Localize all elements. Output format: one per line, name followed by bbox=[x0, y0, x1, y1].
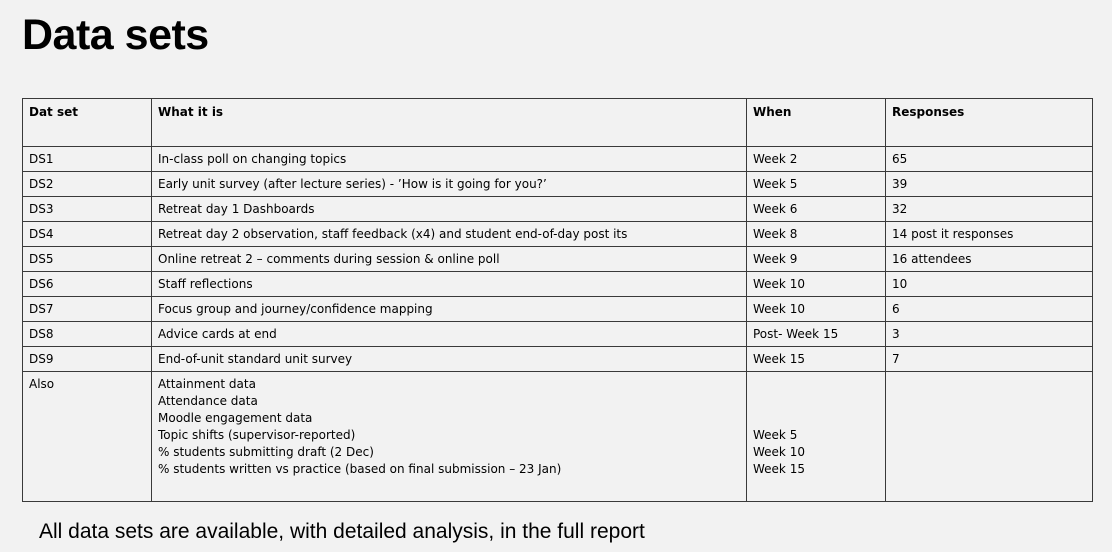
cell-responses bbox=[886, 372, 1093, 502]
cell-when: Week 9 bbox=[747, 247, 886, 272]
cell-what: Advice cards at end bbox=[152, 322, 747, 347]
cell-responses: 16 attendees bbox=[886, 247, 1093, 272]
list-item: % students submitting draft (2 Dec) bbox=[158, 445, 374, 459]
cell-dataset: DS7 bbox=[23, 297, 152, 322]
list-item: Attendance data bbox=[158, 394, 258, 408]
cell-dataset: DS2 bbox=[23, 172, 152, 197]
table-row bbox=[23, 197, 1093, 222]
table-header-row bbox=[23, 99, 1093, 147]
cell-what: Focus group and journey/confidence mapping bbox=[152, 297, 747, 322]
cell-dataset: DS9 bbox=[23, 347, 152, 372]
cell-when-list bbox=[747, 372, 886, 502]
cell-what: Early unit survey (after lecture series) - ’How is it going for you?’ bbox=[152, 172, 747, 197]
cell-when: Week 8 bbox=[747, 222, 886, 247]
page-title: Data sets bbox=[22, 11, 209, 59]
cell-when: Week 10 bbox=[747, 297, 886, 322]
cell-when: Week 6 bbox=[747, 197, 886, 222]
cell-when: Week 5 bbox=[747, 172, 886, 197]
column-header-what: What it is bbox=[152, 99, 747, 147]
cell-responses: 39 bbox=[886, 172, 1093, 197]
spacer bbox=[753, 376, 879, 427]
list-item: % students written vs practice (based on final submission – 23 Jan) bbox=[158, 462, 562, 476]
cell-when: Post- Week 15 bbox=[747, 322, 886, 347]
list-item: Week 5 bbox=[753, 428, 798, 442]
cell-responses: 10 bbox=[886, 272, 1093, 297]
cell-dataset: DS6 bbox=[23, 272, 152, 297]
list-item: Topic shifts (supervisor-reported) bbox=[158, 428, 356, 442]
cell-dataset: DS8 bbox=[23, 322, 152, 347]
cell-when: Week 10 bbox=[747, 272, 886, 297]
cell-dataset: DS5 bbox=[23, 247, 152, 272]
table-row bbox=[23, 147, 1093, 172]
cell-what: Staff reflections bbox=[152, 272, 747, 297]
cell-responses: 6 bbox=[886, 297, 1093, 322]
list-item: Week 10 bbox=[753, 445, 805, 459]
table-row bbox=[23, 247, 1093, 272]
cell-what-list bbox=[152, 372, 747, 502]
list-item: Attainment data bbox=[158, 377, 256, 391]
table-row bbox=[23, 222, 1093, 247]
list-item: Moodle engagement data bbox=[158, 411, 313, 425]
cell-what: Retreat day 2 observation, staff feedback (x4) and student end-of-day post its bbox=[152, 222, 747, 247]
cell-when: Week 15 bbox=[747, 347, 886, 372]
cell-what: Retreat day 1 Dashboards bbox=[152, 197, 747, 222]
list-item: Week 15 bbox=[753, 462, 805, 476]
cell-responses: 65 bbox=[886, 147, 1093, 172]
cell-responses: 14 post it responses bbox=[886, 222, 1093, 247]
cell-when: Week 2 bbox=[747, 147, 886, 172]
cell-what: End-of-unit standard unit survey bbox=[152, 347, 747, 372]
column-header-when: When bbox=[747, 99, 886, 147]
table-row bbox=[23, 322, 1093, 347]
column-header-responses: Responses bbox=[886, 99, 1093, 147]
column-header-dataset: Dat set bbox=[23, 99, 152, 147]
table-row bbox=[23, 347, 1093, 372]
cell-dataset: Also bbox=[23, 372, 152, 502]
cell-responses: 7 bbox=[886, 347, 1093, 372]
cell-dataset: DS3 bbox=[23, 197, 152, 222]
footer-note: All data sets are available, with detailed analysis, in the full report bbox=[39, 520, 645, 543]
cell-dataset: DS1 bbox=[23, 147, 152, 172]
cell-responses: 32 bbox=[886, 197, 1093, 222]
table-row bbox=[23, 272, 1093, 297]
cell-what: Online retreat 2 – comments during session & online poll bbox=[152, 247, 747, 272]
table-row bbox=[23, 297, 1093, 322]
table-row-also bbox=[23, 372, 1093, 502]
cell-dataset: DS4 bbox=[23, 222, 152, 247]
table-row bbox=[23, 172, 1093, 197]
cell-what: In-class poll on changing topics bbox=[152, 147, 747, 172]
data-sets-table bbox=[22, 98, 1093, 502]
cell-responses: 3 bbox=[886, 322, 1093, 347]
